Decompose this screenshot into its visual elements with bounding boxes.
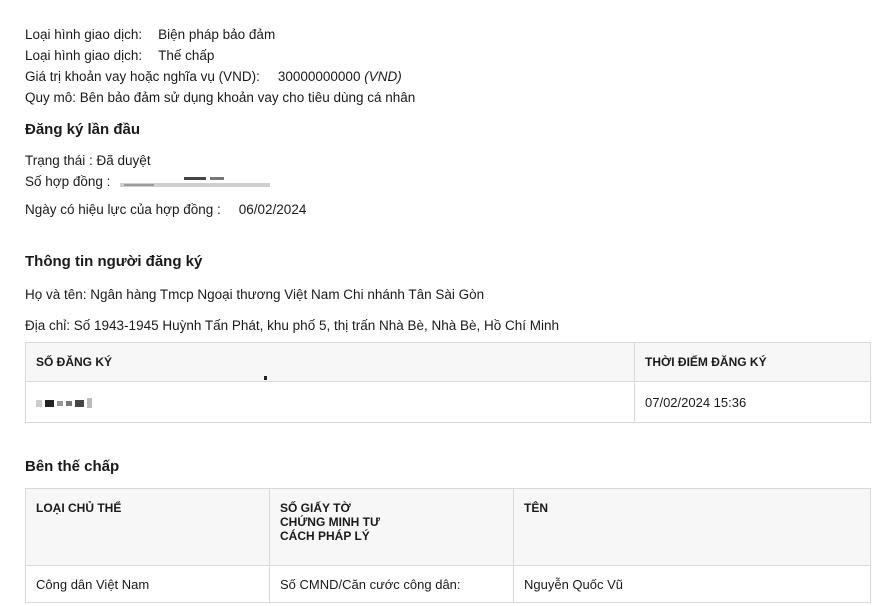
table-row [26,566,871,603]
transaction-type-value: Biện pháp bảo đảm [158,27,276,42]
mortgagor-table [25,488,871,603]
registrant-heading: Thông tin người đăng ký [25,253,203,270]
loan-value-unit: (VND) [364,69,402,84]
col-registration-time: THỜI ĐIỂM ĐĂNG KÝ [635,343,871,382]
transaction-type-value: Thế chấp [158,48,215,63]
transaction-type-row-2 [25,48,214,63]
name-cell: Nguyễn Quốc Vũ [514,566,871,603]
col-name: TÊN [514,489,871,566]
redaction-mark [264,376,267,380]
col-entity-type: LOẠI CHỦ THỂ [26,489,270,566]
col-legal-document-line: CÁCH PHÁP LÝ [280,529,370,543]
status-row: Trạng thái : Đã duyệt [25,153,151,168]
table-header-row [26,343,871,382]
redacted-contract-number [114,174,284,190]
col-legal-document-line: SỐ GIẤY TỜ [280,501,351,515]
contract-number-row [25,174,284,190]
effective-date-label: Ngày có hiệu lực của hợp đồng : [25,202,221,217]
legal-document-cell: Số CMND/Căn cước công dân: [270,566,514,603]
col-legal-document [270,489,514,566]
effective-date-value: 06/02/2024 [238,202,307,217]
loan-value-label: Giá trị khoản vay hoặc nghĩa vụ (VND): [25,69,260,84]
mortgagor-heading: Bên thế chấp [25,458,120,475]
registration-table [25,342,871,423]
scale-row: Quy mô: Bên bảo đảm sử dụng khoản vay cho tiêu dùng cá nhân [25,90,416,105]
redacted-registration-number [36,395,95,410]
effective-date-row [25,202,306,217]
transaction-type-row-1 [25,27,275,42]
transaction-type-label: Loại hình giao dịch: [25,27,143,42]
table-header-row [26,489,871,566]
registrant-address: Địa chỉ: Số 1943-1945 Huỳnh Tấn Phát, khu phố 5, thị trấn Nhà Bè, Nhà Bè, Hồ Chí Minh [25,318,560,333]
contract-number-label: Số hợp đồng : [25,174,111,189]
registration-number-cell [26,382,635,423]
registrant-name: Họ và tên: Ngân hàng Tmcp Ngoại thương Việt Nam Chi nhánh Tân Sài Gòn [25,287,485,302]
table-row [26,382,871,423]
registration-time-cell: 07/02/2024 15:36 [635,382,871,423]
transaction-type-label: Loại hình giao dịch: [25,48,143,63]
col-registration-number: SỐ ĐĂNG KÝ [26,343,635,382]
loan-value-amount: 30000000000 [277,69,361,84]
entity-type-cell: Công dân Việt Nam [26,566,270,603]
col-legal-document-line: CHỨNG MINH TƯ [280,515,380,529]
loan-value-row [25,69,402,84]
first-registration-heading: Đăng ký lần đầu [25,121,141,138]
